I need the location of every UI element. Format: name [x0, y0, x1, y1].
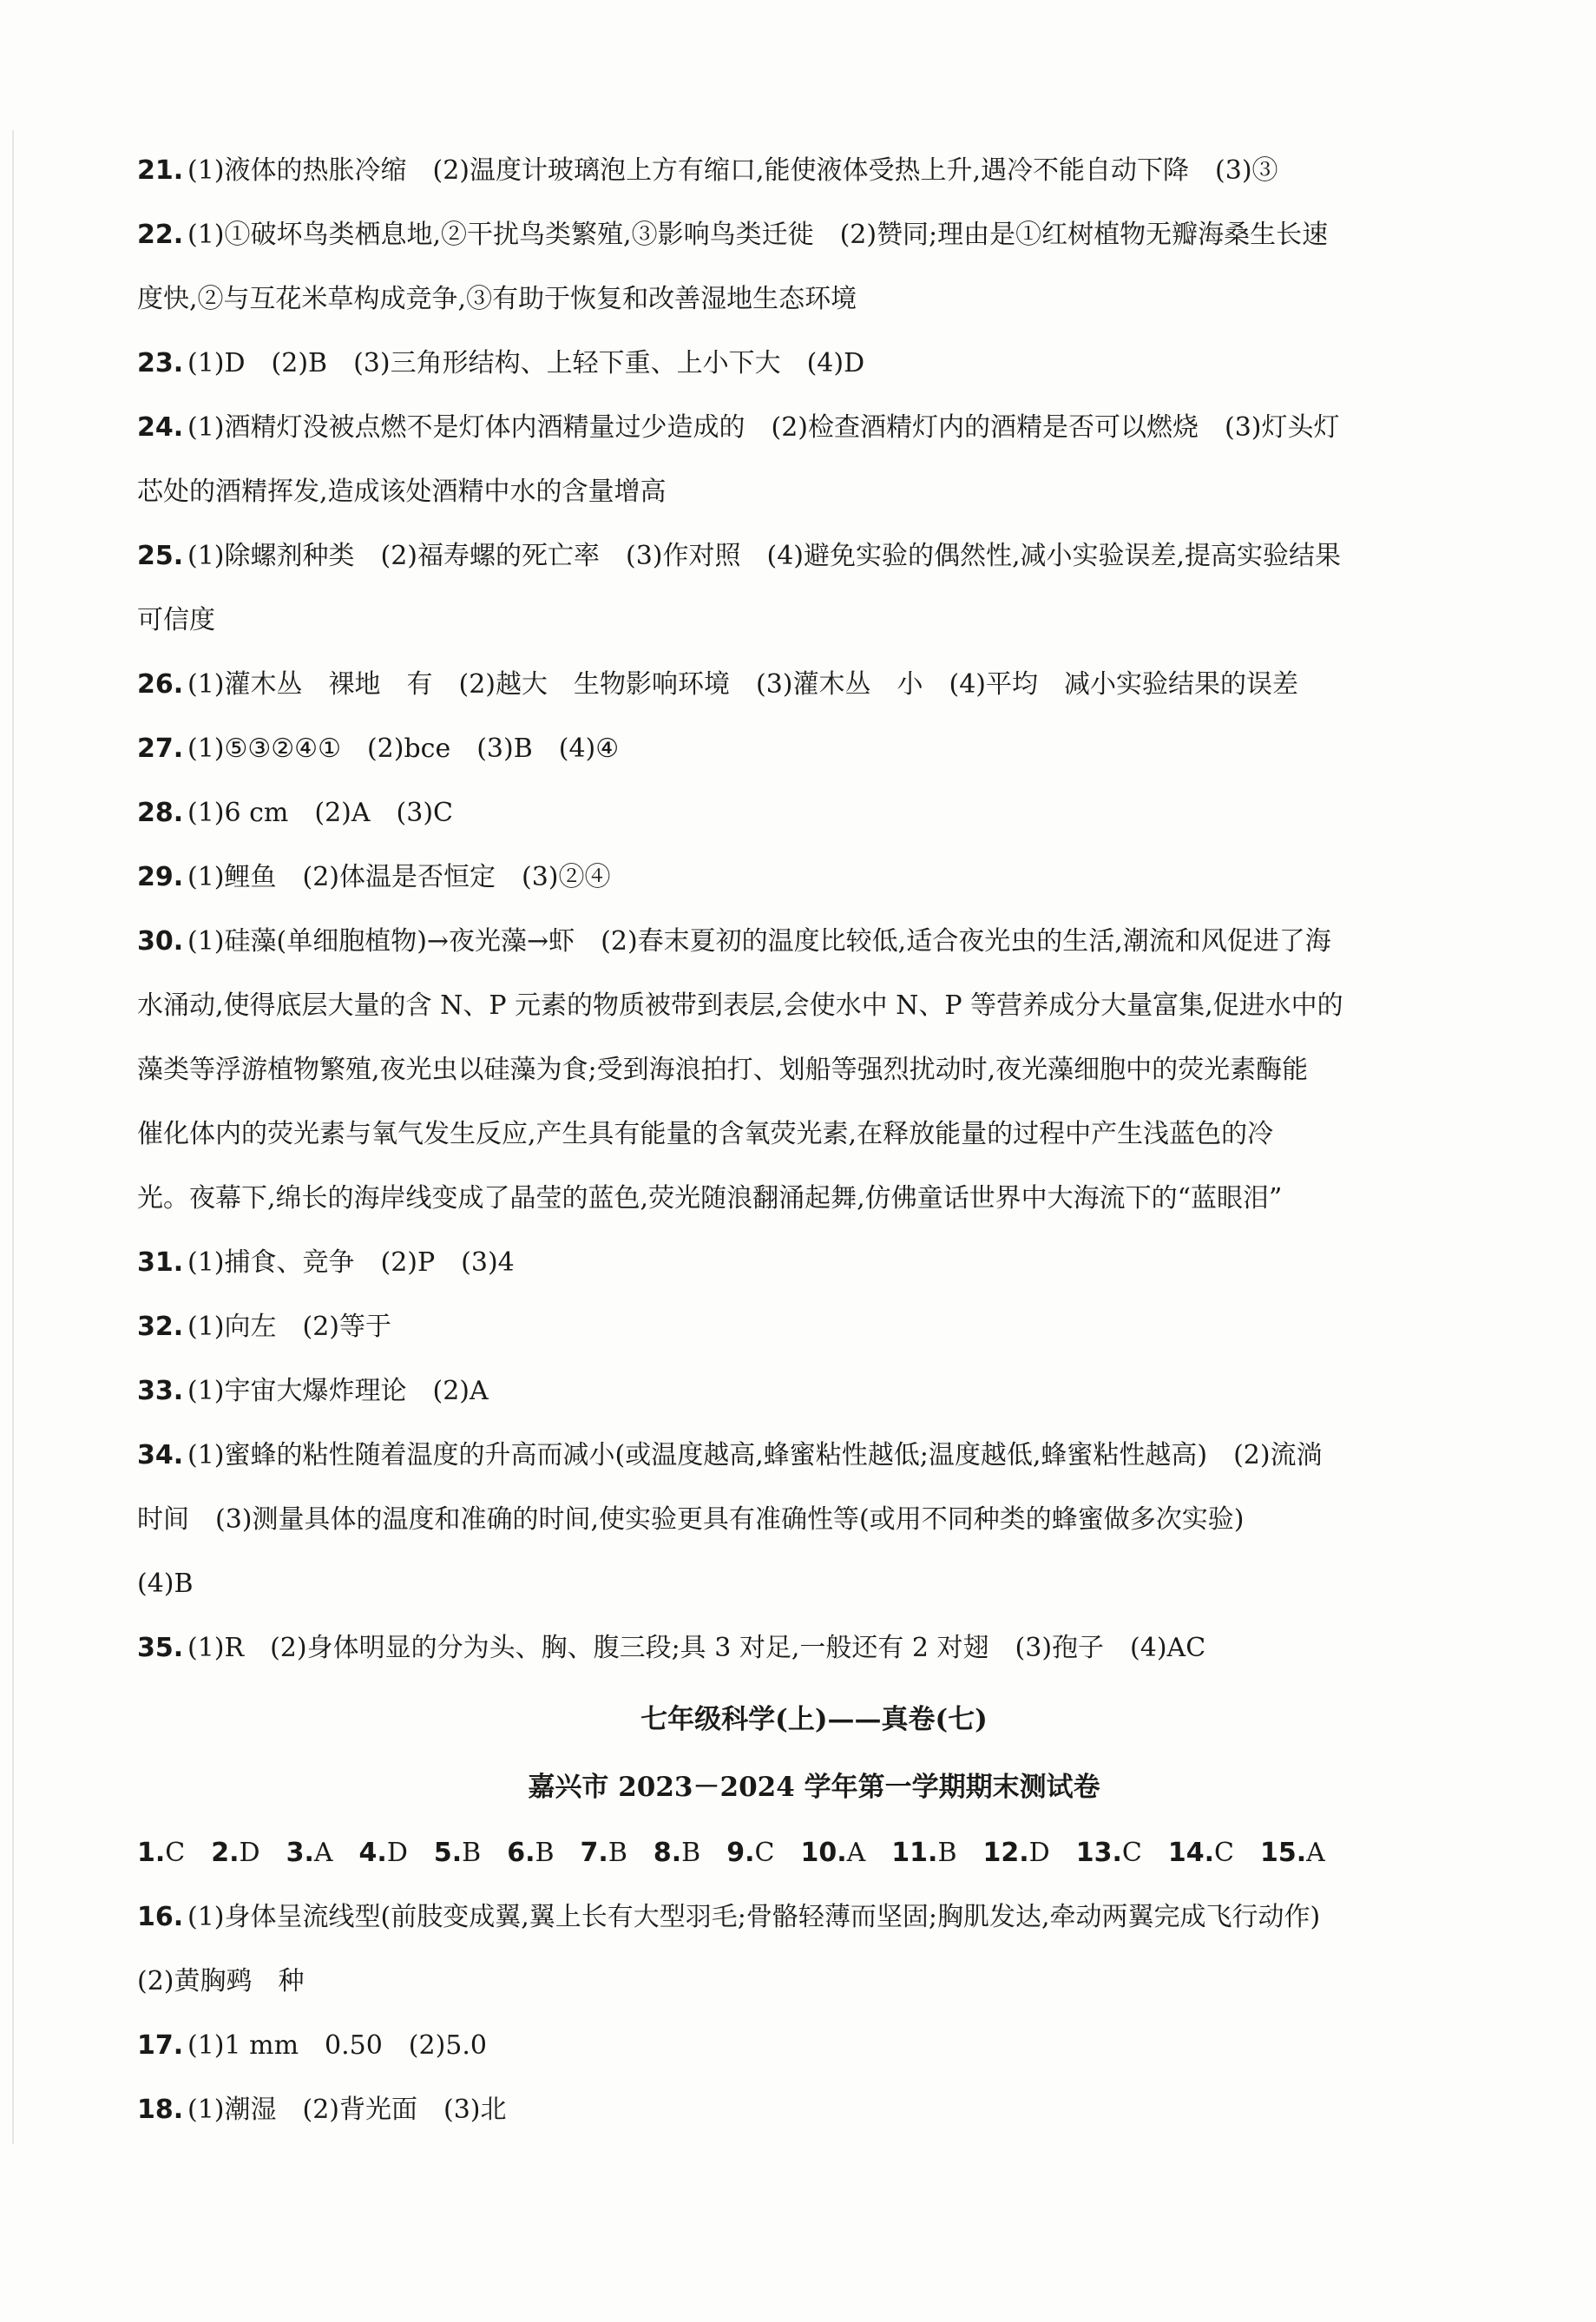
- mc-choice: B: [462, 1838, 482, 1868]
- mc-number: 3.: [286, 1838, 314, 1868]
- mc-answer: [507, 1821, 554, 1885]
- mc-choice: B: [681, 1838, 701, 1868]
- answer-line: (2)黄胸鹀 种: [137, 1966, 305, 1996]
- mc-number: 15.: [1259, 1838, 1307, 1868]
- question-number: 35.: [137, 1633, 184, 1663]
- answer-item: [137, 1231, 1491, 1295]
- mc-choice: D: [386, 1838, 408, 1868]
- answer-line: 光。夜幕下,绵长的海岸线变成了晶莹的蓝色,荧光随浪翻涌起舞,仿佛童话世界中大海流下的“蓝眼泪”: [137, 1183, 1283, 1214]
- question-number: 30.: [137, 926, 184, 957]
- page-margin-line: [12, 130, 14, 2144]
- answer-line: 芯处的酒精挥发,造成该处酒精中水的含量增高: [137, 477, 667, 507]
- mc-choice: B: [937, 1838, 957, 1868]
- mc-answer: [434, 1821, 481, 1885]
- answer-item: [137, 845, 1491, 910]
- mc-answer: [1168, 1821, 1234, 1885]
- answer-line: (1)鲤鱼 (2)体温是否恒定 (3)②④: [187, 862, 611, 892]
- answer-item: [137, 2078, 1491, 2142]
- mc-choice: D: [1028, 1838, 1050, 1868]
- mc-number: 5.: [433, 1838, 463, 1868]
- multiple-choice-answers: [137, 1821, 1491, 1885]
- question-number: 17.: [137, 2030, 184, 2061]
- answer-line: 可信度: [137, 605, 215, 635]
- answer-item: [137, 1616, 1491, 1681]
- mc-answer: [286, 1821, 333, 1885]
- mc-number: 8.: [653, 1838, 682, 1868]
- mc-answer: [581, 1821, 627, 1885]
- answer-line: (1)6 cm (2)A (3)C: [187, 798, 453, 828]
- answer-line: (1)向左 (2)等于: [187, 1312, 391, 1342]
- answer-line: (1)蜜蜂的粘性随着温度的升高而减小(或温度越高,蜂蜜粘性越低;温度越低,蜂蜜粘性越高) (2)流淌: [187, 1440, 1323, 1470]
- answer-line: 水涌动,使得底层大量的含 N、P 元素的物质被带到表层,会使水中 N、P 等营养成分大量富集,促进水中的: [137, 990, 1343, 1021]
- page-content: [137, 139, 1491, 2142]
- mc-answer: [1260, 1821, 1325, 1885]
- question-number: 26.: [137, 669, 184, 700]
- question-number: 29.: [137, 862, 184, 892]
- question-number: 25.: [137, 541, 184, 571]
- mc-answer: [891, 1821, 956, 1885]
- mc-number: 12.: [982, 1838, 1029, 1868]
- mc-number: 4.: [358, 1838, 387, 1868]
- answer-item: [137, 1885, 1491, 2014]
- mc-number: 7.: [580, 1838, 608, 1868]
- mc-number: 9.: [726, 1838, 755, 1868]
- mc-number: 2.: [211, 1838, 240, 1868]
- mc-number: 14.: [1167, 1838, 1214, 1868]
- answer-line: (1)捕食、竞争 (2)P (3)4: [187, 1247, 515, 1278]
- question-number: 23.: [137, 348, 184, 378]
- question-number: 28.: [137, 798, 184, 828]
- mc-number: 10.: [800, 1838, 847, 1868]
- answer-line: (1)潮湿 (2)背光面 (3)北: [187, 2095, 507, 2125]
- answers-16-18: [137, 1885, 1491, 2142]
- question-number: 21.: [137, 155, 184, 186]
- mc-answer: [1076, 1821, 1142, 1885]
- question-number: 16.: [137, 1902, 184, 1932]
- answer-line: (1)液体的热胀冷缩 (2)温度计玻璃泡上方有缩口,能使液体受热上升,遇冷不能自动下降 (3)③: [187, 155, 1278, 186]
- mc-choice: A: [1306, 1838, 1325, 1868]
- answers-21-35: [137, 139, 1491, 1681]
- mc-choice: C: [165, 1838, 186, 1868]
- mc-choice: C: [754, 1838, 775, 1868]
- mc-choice: A: [313, 1838, 333, 1868]
- mc-answer: [982, 1821, 1049, 1885]
- mc-answer: [211, 1821, 259, 1885]
- answer-line: (1)①破坏鸟类栖息地,②干扰鸟类繁殖,③影响鸟类迁徙 (2)赞同;理由是①红树植物无瓣海桑生长速: [187, 220, 1329, 250]
- answer-item: [137, 203, 1491, 332]
- answer-item: [137, 524, 1491, 653]
- answer-line: (4)B: [137, 1569, 194, 1599]
- answer-line: (1)D (2)B (3)三角形结构、上轻下重、上小下大 (4)D: [187, 348, 865, 378]
- mc-choice: D: [239, 1838, 260, 1868]
- mc-choice: B: [608, 1838, 627, 1868]
- answer-line: (1)R (2)身体明显的分为头、胸、腹三段;具 3 对足,一般还有 2 对翅 (3)孢子 (4)AC: [187, 1633, 1206, 1663]
- mc-number: 11.: [891, 1838, 938, 1868]
- answer-line: (1)1 mm 0.50 (2)5.0: [187, 2030, 488, 2061]
- mc-number: 13.: [1075, 1838, 1122, 1868]
- answer-item: [137, 1295, 1491, 1359]
- question-number: 22.: [137, 220, 184, 250]
- answer-line: 藻类等浮游植物繁殖,夜光虫以硅藻为食;受到海浪拍打、划船等强烈扰动时,夜光藻细胞中的荧光素酶能: [137, 1055, 1309, 1085]
- answer-item: [137, 2014, 1491, 2078]
- answer-line: (1)硅藻(单细胞植物)→夜光藻→虾 (2)春末夏初的温度比较低,适合夜光虫的生活,潮流和风促进了海: [187, 926, 1331, 957]
- answer-line: (1)灌木丛 裸地 有 (2)越大 生物影响环境 (3)灌木丛 小 (4)平均 减小实验结果的误差: [187, 669, 1298, 700]
- question-number: 33.: [137, 1376, 184, 1406]
- answer-line: (1)酒精灯没被点燃不是灯体内酒精量过少造成的 (2)检查酒精灯内的酒精是否可以燃烧 (3)灯头灯: [187, 412, 1340, 443]
- mc-choice: C: [1213, 1838, 1234, 1868]
- answer-item: [137, 717, 1491, 781]
- question-number: 34.: [137, 1440, 184, 1470]
- answer-line: (1)身体呈流线型(前肢变成翼,翼上长有大型羽毛;骨骼轻薄而坚固;胸肌发达,牵动两翼完成飞行动作): [187, 1902, 1321, 1932]
- question-number: 18.: [137, 2095, 184, 2125]
- answer-item: [137, 781, 1491, 845]
- question-number: 24.: [137, 412, 184, 443]
- answer-item: [137, 396, 1491, 524]
- answer-item: [137, 332, 1491, 396]
- mc-answer: [654, 1821, 700, 1885]
- answer-line: 时间 (3)测量具体的温度和准确的时间,使实验更具有准确性等(或用不同种类的蜂蜜做多次实验): [137, 1504, 1245, 1535]
- answer-line: (1)宇宙大爆炸理论 (2)A: [187, 1376, 489, 1406]
- answer-line: 催化体内的荧光素与氧气发生反应,产生具有能量的含氧荧光素,在释放能量的过程中产生浅蓝色的冷: [137, 1119, 1274, 1149]
- mc-answer: [137, 1821, 185, 1885]
- mc-number: 1.: [137, 1838, 166, 1868]
- mc-number: 6.: [507, 1838, 535, 1868]
- answer-item: [137, 1424, 1491, 1616]
- answer-item: [137, 139, 1491, 203]
- answer-item: [137, 653, 1491, 717]
- mc-choice: C: [1121, 1838, 1142, 1868]
- mc-answer: [726, 1821, 774, 1885]
- mc-choice: B: [535, 1838, 555, 1868]
- mc-choice: A: [846, 1838, 866, 1868]
- mc-answer: [800, 1821, 865, 1885]
- answer-item: [137, 1359, 1491, 1424]
- question-number: 27.: [137, 733, 184, 764]
- section-title: 七年级科学(上)——真卷(七): [640, 1704, 988, 1735]
- question-number: 31.: [137, 1247, 184, 1278]
- answer-line: (1)⑤③②④① (2)bce (3)B (4)④: [187, 733, 620, 764]
- question-number: 32.: [137, 1312, 184, 1342]
- answer-line: (1)除螺剂种类 (2)福寿螺的死亡率 (3)作对照 (4)避免实验的偶然性,减小实验误差,提高实验结果: [187, 541, 1342, 571]
- answer-line: 度快,②与互花米草构成竞争,③有助于恢复和改善湿地生态环境: [137, 284, 857, 314]
- mc-answer: [359, 1821, 408, 1885]
- answer-item: [137, 910, 1491, 1231]
- section-subtitle: 嘉兴市 2023－2024 学年第一学期期末测试卷: [528, 1772, 1100, 1803]
